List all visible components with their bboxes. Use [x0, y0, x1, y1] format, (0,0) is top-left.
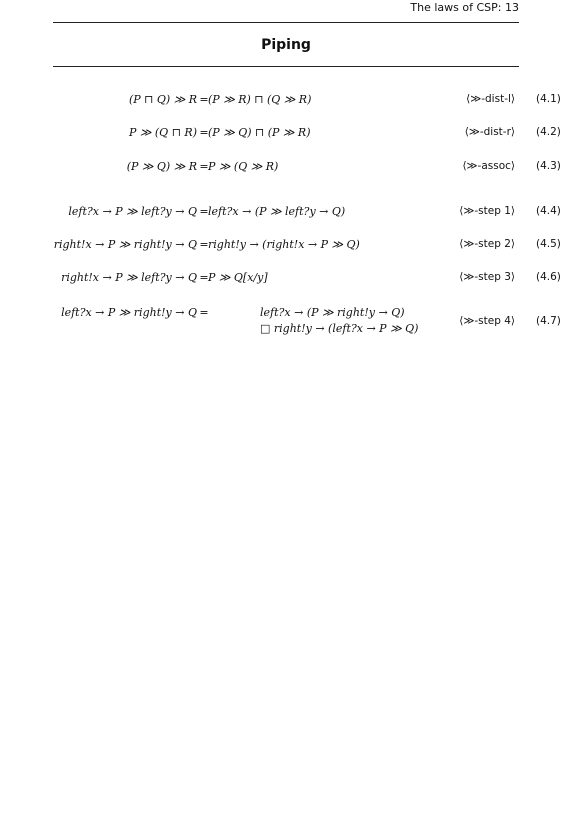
- law-number: (4.6): [536, 271, 561, 283]
- law-rhs: P ≫ (Q ≫ R): [208, 160, 279, 173]
- law-equals: =: [199, 93, 209, 106]
- law-4-7: [0, 306, 577, 340]
- law-equals: =: [199, 160, 209, 173]
- running-head: The laws of CSP: 13: [410, 1, 519, 14]
- law-lhs: P ≫ (Q ⊓ R): [128, 126, 197, 139]
- law-4-6: [0, 271, 577, 289]
- law-lhs: left?x → P ≫ left?y → Q: [68, 205, 197, 218]
- law-name: ⟨≫-assoc⟩: [462, 160, 515, 172]
- law-4-5: [0, 238, 577, 256]
- law-number: (4.2): [536, 126, 561, 138]
- law-lhs: left?x → P ≫ right!y → Q: [61, 306, 197, 319]
- law-4-3: [0, 160, 577, 178]
- law-rhs: (P ≫ Q) ⊓ (P ≫ R): [208, 126, 311, 139]
- law-number: (4.4): [536, 205, 561, 217]
- law-rhs: P ≫ Q[x/y]: [208, 271, 268, 284]
- law-4-1: [0, 93, 577, 111]
- law-equals: =: [199, 126, 209, 139]
- law-rhs: (P ≫ R) ⊓ (Q ≫ R): [208, 93, 312, 106]
- law-rhs: right!y → (right!x → P ≫ Q): [208, 238, 360, 251]
- law-number: (4.5): [536, 238, 561, 250]
- law-name: ⟨≫-step 3⟩: [459, 271, 515, 283]
- law-lhs: (P ≫ Q) ≫ R: [126, 160, 197, 173]
- header-rule: [53, 22, 519, 23]
- law-name: ⟨≫-step 2⟩: [459, 238, 515, 250]
- law-name: ⟨≫-step 1⟩: [459, 205, 515, 217]
- law-lhs: (P ⊓ Q) ≫ R: [128, 93, 197, 106]
- law-equals: =: [199, 205, 209, 218]
- law-rhs-continuation: □ right!y → (left?x → P ≫ Q): [260, 322, 419, 335]
- law-lhs: right!x → P ≫ left?y → Q: [61, 271, 197, 284]
- law-rhs: left?x → (P ≫ right!y → Q): [260, 306, 405, 319]
- law-number: (4.1): [536, 93, 561, 105]
- law-equals: =: [199, 271, 209, 284]
- law-number: (4.7): [536, 315, 561, 327]
- law-equals: =: [199, 238, 209, 251]
- law-equals: =: [199, 306, 209, 319]
- law-4-4: [0, 205, 577, 223]
- law-lhs: right!x → P ≫ right!y → Q: [53, 238, 197, 251]
- law-name: ⟨≫-dist-l⟩: [466, 93, 515, 105]
- title-rule: [53, 66, 519, 67]
- law-number: (4.3): [536, 160, 561, 172]
- law-name: ⟨≫-step 4⟩: [459, 315, 515, 327]
- section-title: Piping: [261, 37, 311, 53]
- law-4-2: [0, 126, 577, 144]
- law-name: ⟨≫-dist-r⟩: [464, 126, 515, 138]
- law-rhs: left?x → (P ≫ left?y → Q): [208, 205, 346, 218]
